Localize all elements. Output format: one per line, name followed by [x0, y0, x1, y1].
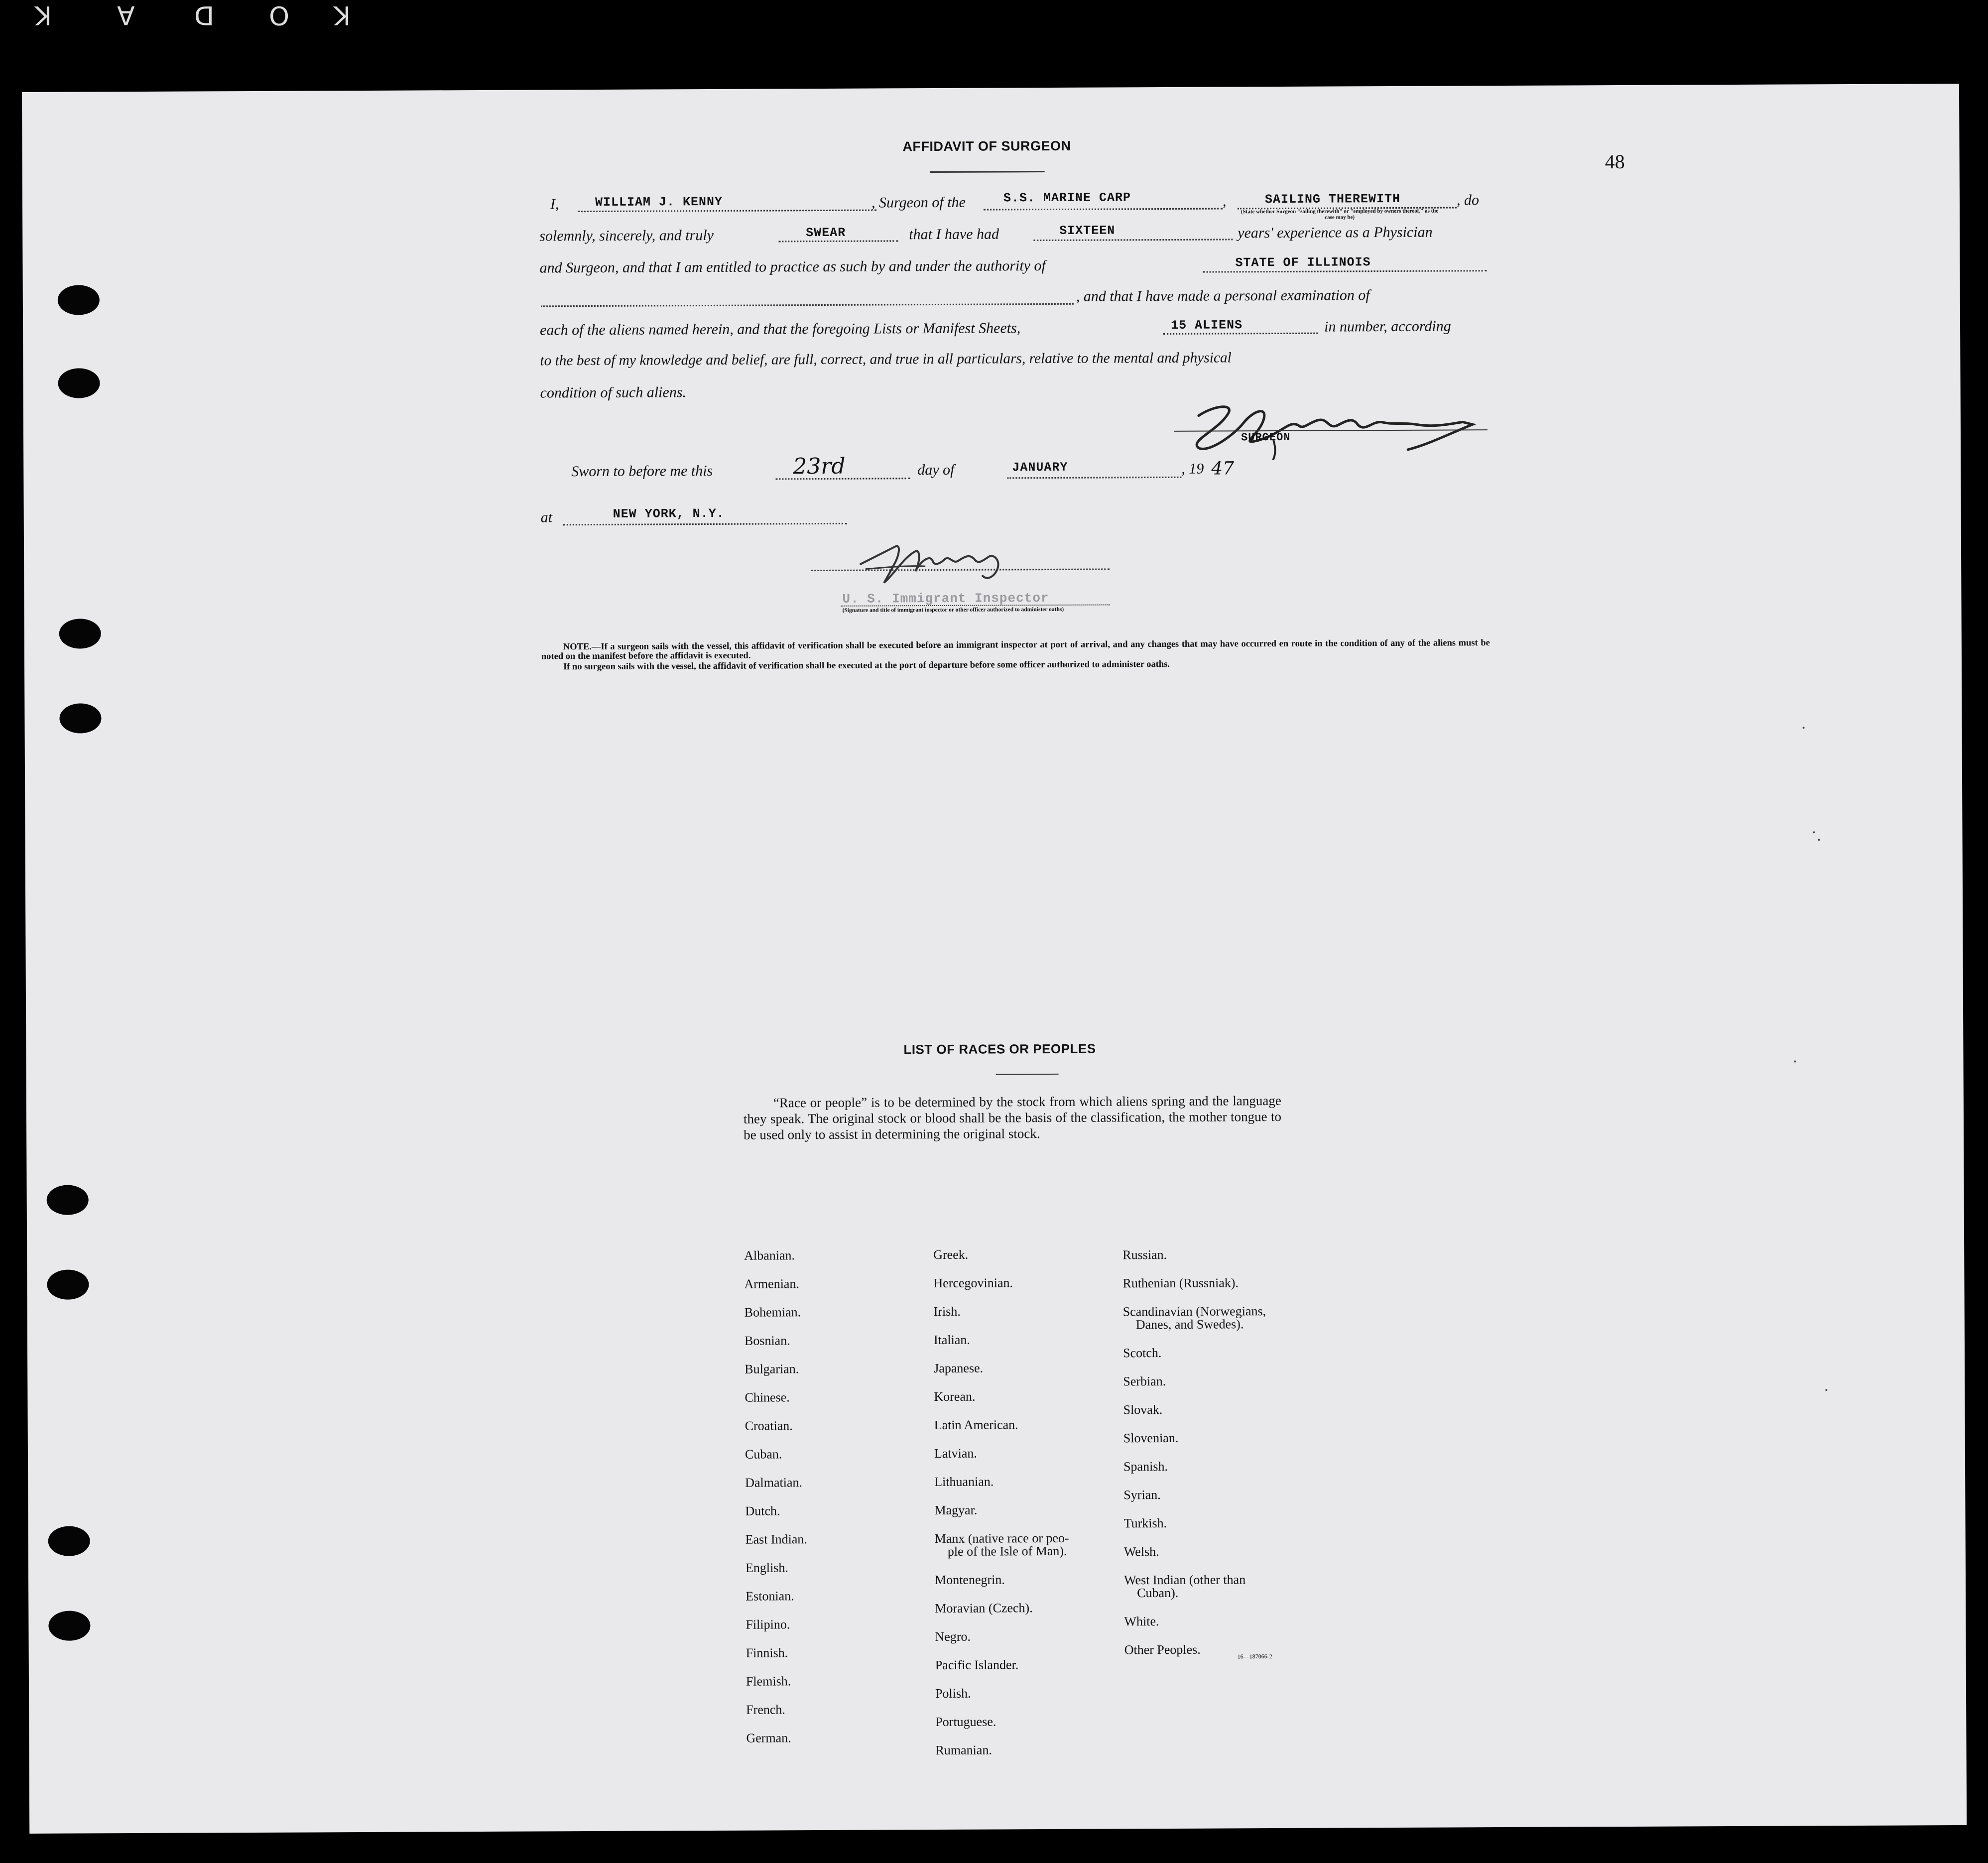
race-entry: Armenian.	[744, 1276, 799, 1291]
speck	[1803, 727, 1805, 729]
race-entry: West Indian (other than Cuban).	[1123, 1572, 1246, 1601]
fill-line	[775, 478, 910, 480]
fill-line	[1163, 333, 1318, 335]
punch-hole	[59, 619, 101, 648]
race-entry: German.	[746, 1731, 791, 1745]
title-rule	[930, 171, 1045, 173]
form-number: 16—187066-2	[1237, 1653, 1272, 1660]
form-text: that I have had	[909, 226, 999, 243]
fill-line	[1033, 239, 1233, 241]
capacity-note: (State whether Surgeon "sailing therewith" or "employed by owners thereof," as the case may be)	[1241, 208, 1439, 221]
experience-years-field: SIXTEEN	[1059, 223, 1116, 238]
inspector-signature	[846, 526, 1055, 602]
place-field: NEW YORK, N.Y.	[613, 506, 725, 521]
surgeon-signature-text	[1184, 403, 1186, 404]
speck	[1825, 1389, 1827, 1391]
form-text: each of the aliens named herein, and that the foregoing Lists or Manifest Sheets,	[540, 320, 1021, 339]
race-entry: Pacific Islander.	[935, 1657, 1019, 1673]
form-text: to the best of my knowledge and belief, are full, correct, and true in all particulars, relative to the mental and physical	[540, 350, 1232, 369]
form-text: at	[540, 509, 553, 526]
sworn-year-field: 47	[1211, 458, 1235, 479]
form-text: years' experience as a Physician	[1238, 224, 1433, 242]
race-entry: Greek.	[933, 1247, 969, 1262]
form-text: solemnly, sincerely, and truly	[539, 227, 714, 245]
fill-line	[1007, 477, 1181, 479]
races-intro: “Race or people” is to be determined by the stock from which aliens spring and the language they speak. The original stock or blood shall be the basis of the classification, the mother tongue to be used only to assist in determining the original stock.	[743, 1093, 1282, 1142]
vessel-field: S.S. MARINE CARP	[1003, 190, 1131, 206]
punch-hole	[48, 1526, 90, 1556]
race-entry: Dalmatian.	[745, 1475, 803, 1490]
race-entry: Irish.	[933, 1304, 961, 1319]
race-entry: French.	[746, 1702, 785, 1717]
surgeon-label: SURGEON	[1241, 431, 1291, 444]
race-entry: Estonian.	[746, 1589, 794, 1604]
speck	[1818, 839, 1820, 841]
inspector-caption: (Signature and title of immigrant inspector or other officer authorized to administer oaths)	[842, 606, 1064, 614]
races-title-rule	[996, 1074, 1059, 1075]
surgeon-signature	[1169, 394, 1493, 461]
punch-hole	[59, 703, 101, 733]
race-entry: Bohemian.	[744, 1305, 801, 1320]
race-entry: Syrian.	[1123, 1488, 1161, 1502]
race-entry: White.	[1124, 1614, 1159, 1629]
sworn-day-field: 23rd	[793, 453, 846, 480]
form-text: condition of such aliens.	[540, 384, 687, 401]
fill-line	[563, 523, 847, 525]
capacity-field: SAILING THEREWITH	[1264, 191, 1401, 207]
race-entry: Scandinavian (Norwegians, Danes, and Swedes).	[1122, 1304, 1266, 1332]
race-entry: Albanian.	[744, 1248, 795, 1263]
race-entry: Italian.	[933, 1332, 970, 1348]
race-entry: Negro.	[935, 1629, 971, 1644]
race-entry: Filipino.	[746, 1617, 790, 1632]
form-text: , Surgeon of the	[871, 194, 966, 211]
race-entry: Croatian.	[745, 1418, 793, 1433]
form-text: ,	[1222, 193, 1227, 210]
race-entry: Moravian (Czech).	[935, 1601, 1033, 1616]
fill-line	[984, 208, 1223, 210]
film-letter: K	[35, 0, 52, 30]
race-entry: Slovenian.	[1123, 1430, 1179, 1446]
race-entry: Slovak.	[1123, 1402, 1163, 1417]
note-surgeon-sails: NOTE.—If a surgeon sails with the vessel, this affidavit of verification shall be executed before an immigrant inspector at port of arrival, and any changes that may have occurred en route in the condition of any of the aliens must be noted on the manifest before the affidavit is executed.	[541, 638, 1490, 662]
punch-hole	[47, 1185, 89, 1215]
race-entry: Latin American.	[934, 1417, 1018, 1433]
alien-count-field: 15 ALIENS	[1171, 318, 1243, 333]
race-entry: Welsh.	[1123, 1544, 1159, 1559]
page-number: 48	[1605, 150, 1625, 173]
form-text: Sworn to before me this	[571, 462, 713, 480]
form-text: I,	[550, 196, 559, 213]
race-entry: Other Peoples.	[1124, 1642, 1201, 1657]
race-entry: Spanish.	[1123, 1459, 1168, 1474]
authority-field: STATE OF ILLINOIS	[1235, 255, 1371, 270]
punch-hole	[58, 368, 100, 398]
race-entry: Finnish.	[746, 1645, 788, 1660]
film-letter: O	[269, 0, 289, 30]
speck	[1813, 831, 1815, 833]
race-entry: Bulgarian.	[745, 1362, 799, 1376]
race-entry: Turkish.	[1123, 1515, 1167, 1531]
race-entry: Scotch.	[1123, 1346, 1162, 1361]
race-entry: Latvian.	[934, 1446, 977, 1461]
sworn-month-field: JANUARY	[1012, 460, 1068, 475]
race-entry: Rumanian.	[935, 1742, 992, 1758]
speck	[1794, 1060, 1796, 1062]
race-entry: Magyar.	[934, 1502, 978, 1518]
races-title: LIST OF RACES OR PEOPLES	[903, 1041, 1096, 1057]
race-entry: Lithuanian.	[934, 1474, 994, 1490]
punch-hole	[58, 285, 100, 315]
race-entry: Chinese.	[745, 1390, 790, 1405]
document-page	[22, 84, 1967, 1834]
race-entry: English.	[745, 1560, 788, 1575]
film-edge	[0, 0, 1988, 95]
fill-line	[778, 240, 898, 242]
oath-field: SWEAR	[806, 225, 846, 241]
form-text: , do	[1456, 192, 1480, 209]
race-entry: Russian.	[1122, 1247, 1167, 1262]
race-entry: Serbian.	[1123, 1374, 1166, 1389]
form-text: in number, according	[1324, 318, 1451, 335]
race-entry: Dutch.	[745, 1503, 780, 1518]
race-entry: Montenegrin.	[934, 1572, 1005, 1588]
race-entry: Portuguese.	[935, 1714, 996, 1730]
punch-hole	[48, 1611, 90, 1640]
surgeon-name-field: WILLIAM J. KENNY	[595, 194, 723, 210]
race-entry: Japanese.	[934, 1361, 984, 1376]
film-letter: A	[117, 0, 135, 30]
race-entry: Hercegovinian.	[933, 1275, 1013, 1291]
form-text: and Surgeon, and that I am entitled to practice as such by and under the authority of	[539, 257, 1046, 276]
affidavit-title: AFFIDAVIT OF SURGEON	[902, 138, 1071, 154]
form-text: , and that I have made a personal examination of	[1076, 287, 1370, 305]
inspector-stamp: U. S. Immigrant Inspector	[842, 591, 1049, 607]
race-entry: Korean.	[934, 1389, 976, 1404]
fill-line	[1203, 270, 1487, 272]
race-entry: Ruthenian (Russniak).	[1122, 1275, 1239, 1291]
race-entry: Bosnian.	[744, 1333, 790, 1348]
film-letter: K	[334, 0, 351, 30]
race-entry: Flemish.	[746, 1674, 791, 1689]
race-entry: Cuban.	[745, 1447, 782, 1462]
fill-line	[578, 210, 876, 213]
form-text: day of	[917, 461, 955, 479]
race-entry: Manx (native race or peo- ple of the Isle of Man).	[934, 1530, 1069, 1559]
note-no-surgeon: If no surgeon sails with the vessel, the affidavit of verification shall be executed at the port of departure before some officer authorized to administer oaths.	[563, 659, 1170, 672]
punch-hole	[47, 1269, 89, 1299]
form-text: , 19	[1181, 460, 1204, 477]
film-letter: D	[194, 0, 215, 30]
fill-line	[541, 303, 1074, 307]
race-entry: Polish.	[935, 1686, 971, 1701]
race-entry: East Indian.	[745, 1532, 807, 1547]
